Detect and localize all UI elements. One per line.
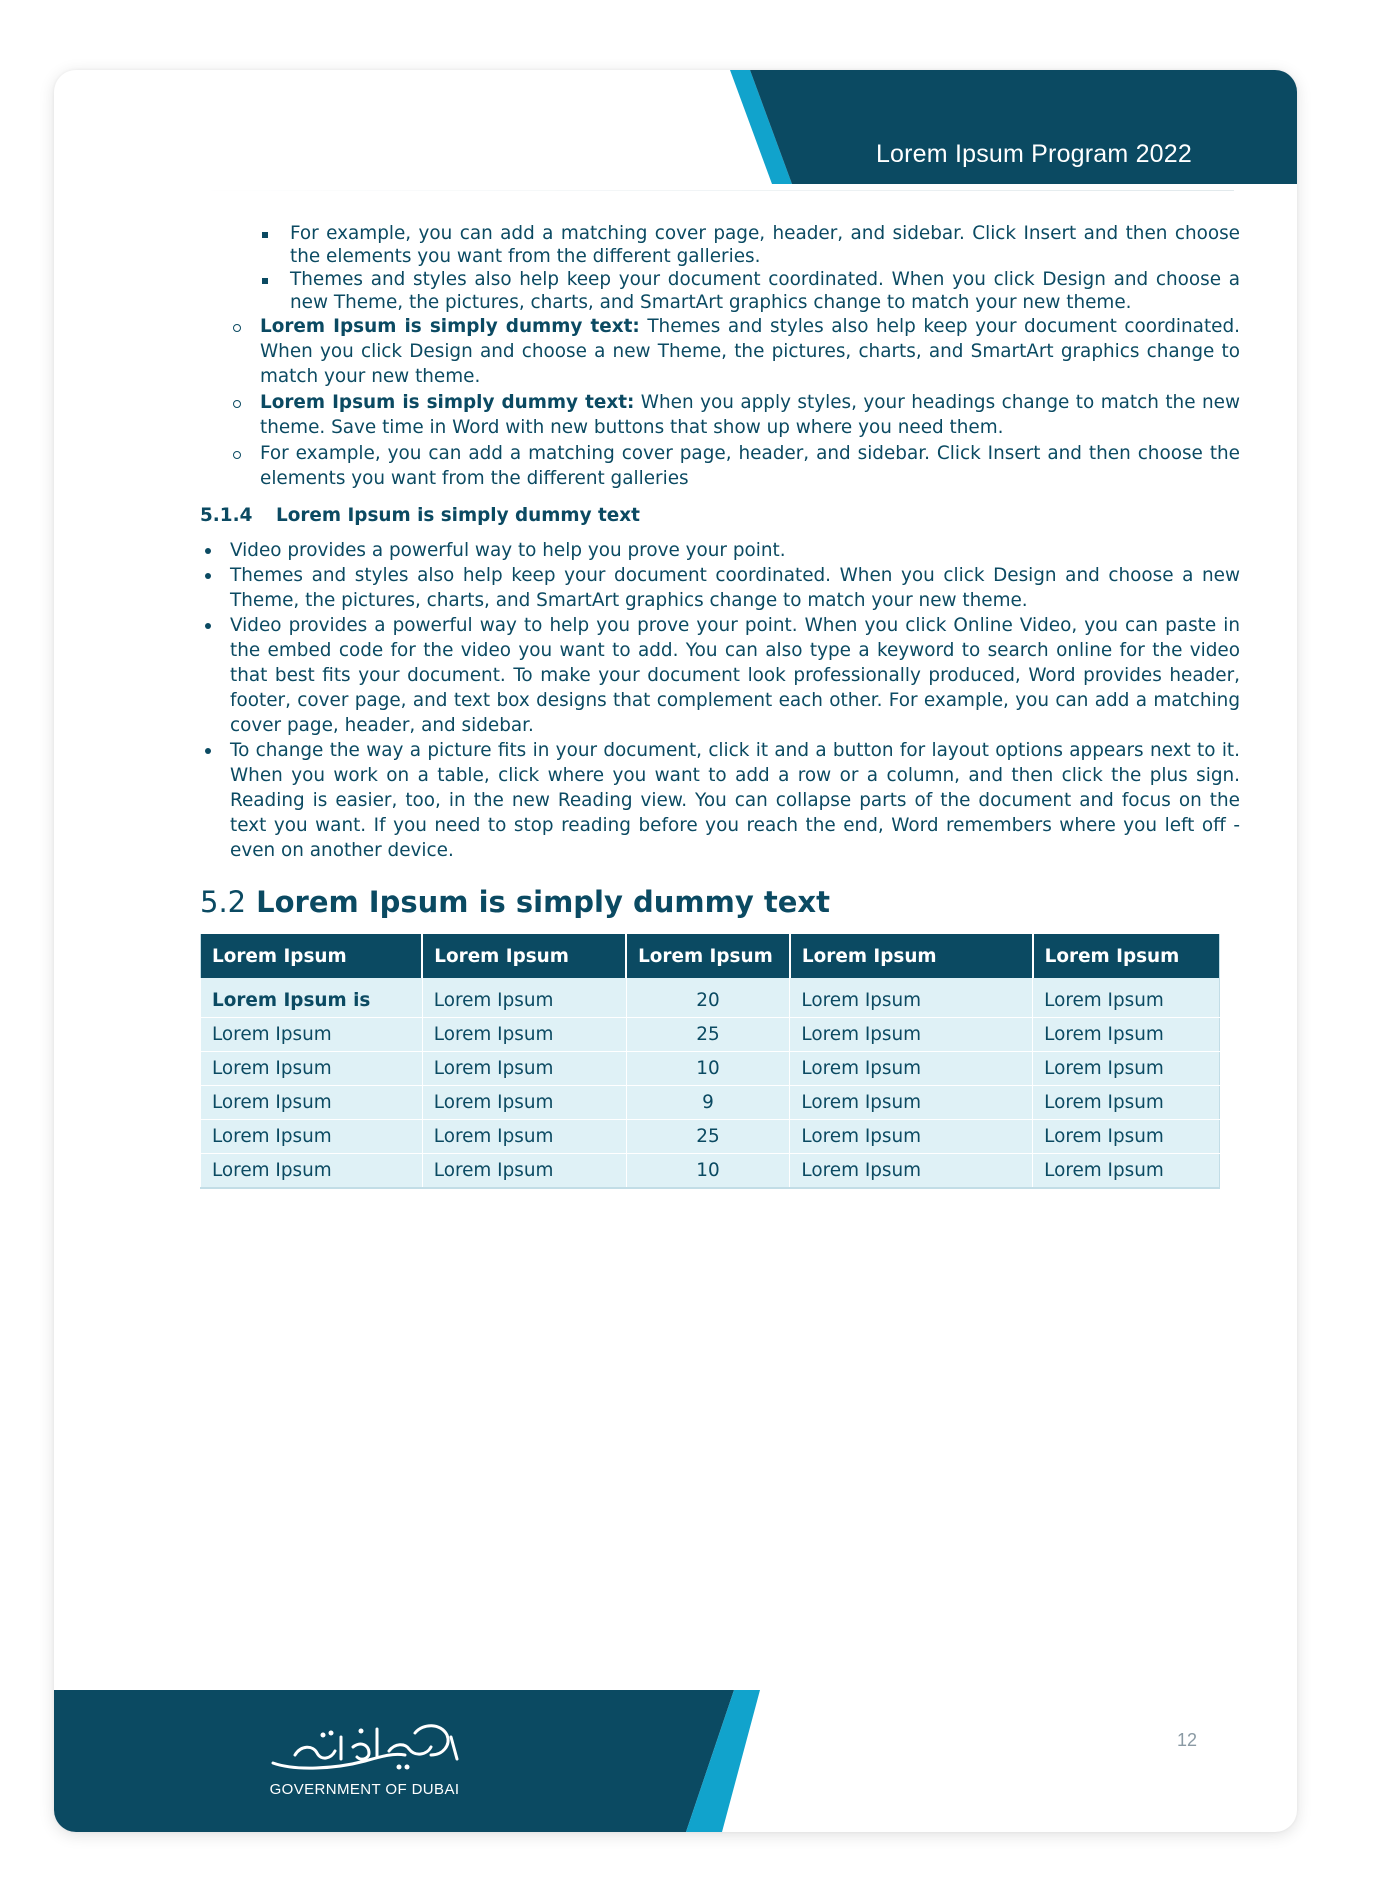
table-cell: Lorem Ipsum [201, 1086, 423, 1120]
list-item: Video provides a powerful way to help you prove your point. When you click Online Video, you can paste in the embed code for the video you want to add. You can also type a keyword to search online for the video that best fits your document. To make your document look professionally produced, Word provides header, footer, cover page, and text box designs that complement each other. For example, you can add a matching cover page, header, and sidebar. [230, 615, 1240, 736]
list-item: To change the way a picture fits in your document, click it and a button for layout options appears next to it. When you work on a table, click where you want to add a row or a column, and then click the plus sign. Reading is easier, too, in the new Reading view. You can collapse parts of the document and focus on the text you want. If you need to stop reading before you reach the end, Word remembers where you left off - even on another device. [230, 740, 1240, 861]
table-cell: Lorem Ipsum [422, 1154, 626, 1189]
logo-caption: GOVERNMENT OF DUBAI [269, 1781, 460, 1798]
table-cell: Lorem Ipsum [201, 1154, 423, 1189]
header-banner [54, 70, 1297, 200]
table-cell: 9 [626, 1086, 790, 1120]
table-cell: 25 [626, 1018, 790, 1052]
table-cell: Lorem Ipsum [790, 1120, 1033, 1154]
table-row [201, 1120, 1220, 1154]
table-cell: Lorem Ipsum [201, 1120, 423, 1154]
table-row [201, 1052, 1220, 1086]
table-cell: Lorem Ipsum [790, 1086, 1033, 1120]
list-item-text: When you apply styles, your headings change to match the new theme. Save time in Word with new buttons that show up where you need them. [260, 392, 1240, 438]
list-item: Video provides a powerful way to help you prove your point. [230, 538, 1240, 563]
table-cell: Lorem Ipsum [1033, 1120, 1220, 1154]
document-page [54, 70, 1297, 1832]
section-heading-5-2 [200, 885, 1240, 919]
table-cell: Lorem Ipsum [422, 1120, 626, 1154]
section-number: 5.1.4 [200, 505, 253, 526]
list-item: Themes and styles also help keep your document coordinated. When you click Design and choose a new Theme, the pictures, charts, and SmartArt graphics change to match your new theme. [230, 565, 1240, 611]
table-cell: Lorem Ipsum [1033, 1052, 1220, 1086]
table-row [201, 1154, 1220, 1189]
page-number: 12 [1176, 1730, 1197, 1750]
footer-banner [54, 1690, 1297, 1832]
table-row [201, 1018, 1220, 1052]
table-cell: Lorem Ipsum [790, 1154, 1033, 1189]
list-item [260, 441, 1240, 491]
list-item [260, 314, 1240, 389]
list-item [260, 390, 1240, 440]
header-divider [194, 190, 1234, 191]
arabic-calligraphy-icon [265, 1715, 465, 1775]
table-cell: 25 [626, 1120, 790, 1154]
table-cell: Lorem Ipsum [1033, 1154, 1220, 1189]
column-header: Lorem Ipsum [201, 934, 423, 978]
table-row [201, 1086, 1220, 1120]
list-item-lead: Lorem Ipsum is simply dummy text: [260, 316, 640, 337]
section-number: 5.2 [200, 885, 247, 919]
header-title: Lorem Ipsum Program 2022 [875, 140, 1192, 168]
column-header: Lorem Ipsum [1033, 934, 1220, 978]
list-item-lead: Lorem Ipsum is simply dummy text: [260, 392, 635, 413]
table-cell: Lorem Ipsum [790, 1018, 1033, 1052]
table-cell: Lorem Ipsum [790, 978, 1033, 1018]
section-title: Lorem Ipsum is simply dummy text [256, 885, 830, 919]
column-header: Lorem Ipsum [790, 934, 1033, 978]
column-header: Lorem Ipsum [626, 934, 790, 978]
list-item-text: Themes and styles also help keep your document coordinated. When you click Design and choose a new Theme, the pictures, charts, and SmartArt graphics change to match your new theme. [260, 316, 1241, 387]
table-cell: Lorem Ipsum [422, 1086, 626, 1120]
table-cell: Lorem Ipsum [1033, 1018, 1220, 1052]
table-cell: Lorem Ipsum [790, 1052, 1033, 1086]
table-cell: 10 [626, 1052, 790, 1086]
table-cell: Lorem Ipsum [422, 1018, 626, 1052]
bullet-list [200, 538, 1240, 863]
section-title: Lorem Ipsum is simply dummy text [276, 505, 640, 526]
page-content [200, 222, 1240, 1189]
list-item-text: For example, you can add a matching cover page, header, and sidebar. Click Insert and then choose the elements you want from the different galleries [260, 443, 1240, 489]
table-cell: Lorem Ipsum is [201, 978, 423, 1018]
table-cell: Lorem Ipsum [422, 1052, 626, 1086]
dubai-government-logo [262, 1715, 467, 1798]
circle-bullet-list [200, 314, 1240, 491]
table-cell: 10 [626, 1154, 790, 1189]
table-cell: Lorem Ipsum [201, 1018, 423, 1052]
table-cell: 20 [626, 978, 790, 1018]
table-row [201, 978, 1220, 1018]
list-item: For example, you can add a matching cover page, header, and sidebar. Click Insert and then choose the elements you want from the different galleries. [290, 223, 1240, 267]
section-heading-5-1-4 [200, 503, 1240, 528]
column-header: Lorem Ipsum [422, 934, 626, 978]
table-cell: Lorem Ipsum [201, 1052, 423, 1086]
data-table [200, 934, 1220, 1189]
table-cell: Lorem Ipsum [1033, 1086, 1220, 1120]
list-item: Themes and styles also help keep your document coordinated. When you click Design and choose a new Theme, the pictures, charts, and SmartArt graphics change to match your new theme. [290, 269, 1240, 313]
sub-bullet-list [200, 222, 1240, 314]
table-cell: Lorem Ipsum [422, 978, 626, 1018]
table-header-row [201, 934, 1220, 978]
table-cell: Lorem Ipsum [1033, 978, 1220, 1018]
